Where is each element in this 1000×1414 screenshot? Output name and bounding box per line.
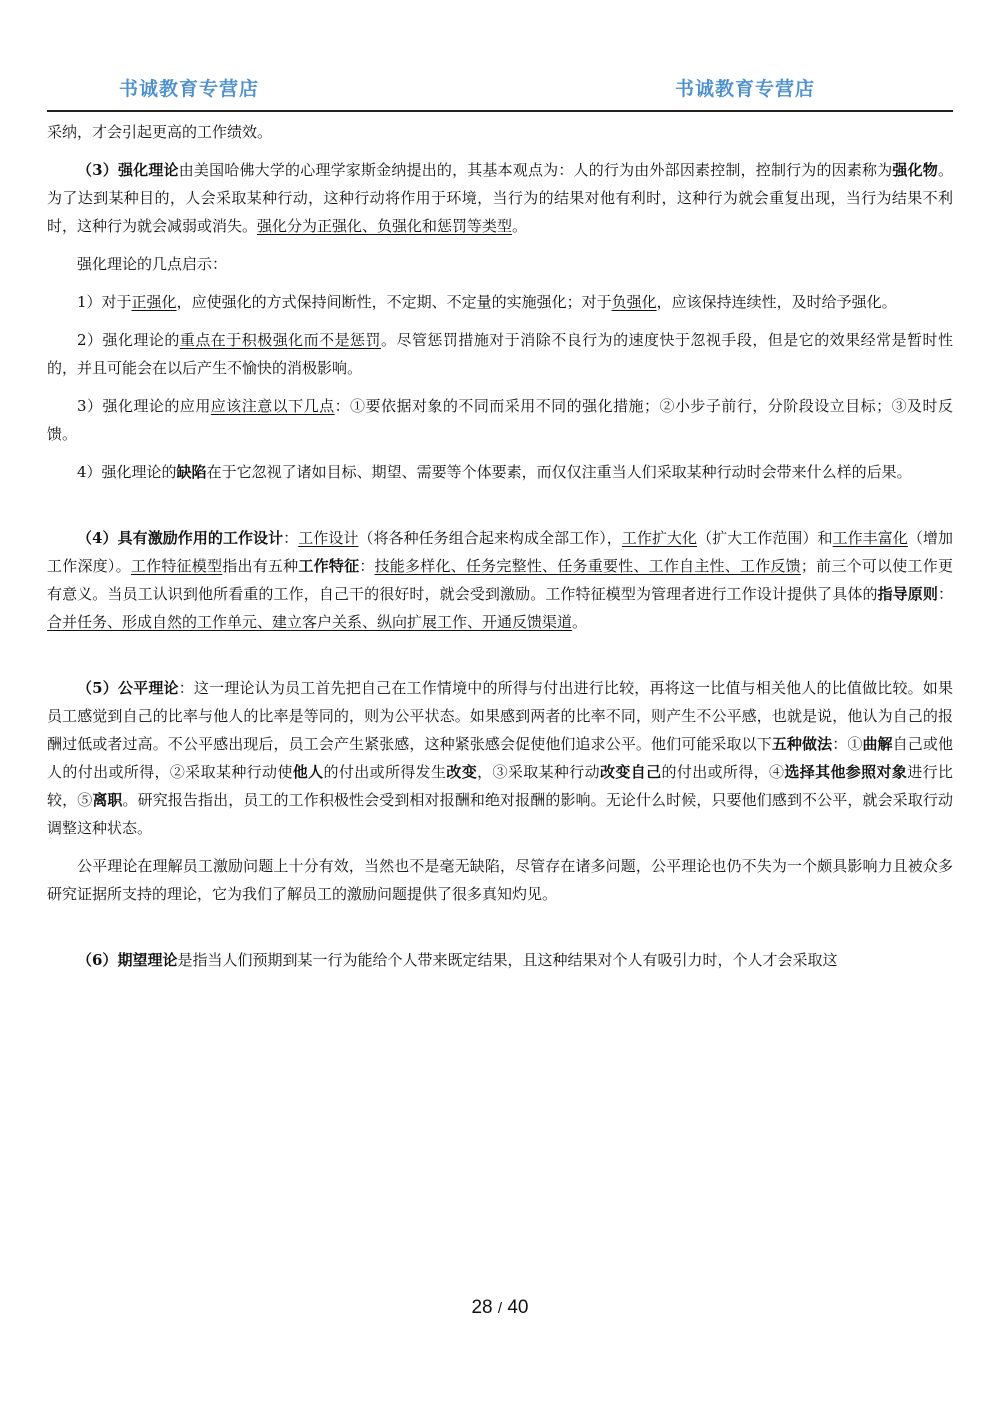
paragraph-implications-intro [47, 250, 953, 278]
text: （扩大工作范围）和 [697, 529, 833, 547]
current-page: 28 [471, 1297, 493, 1318]
page-separator: / [497, 1300, 503, 1317]
section-title: 公平理论 [118, 679, 179, 697]
bold-term: 五种做法 [771, 735, 833, 753]
page-header [47, 70, 953, 112]
bold-term: 他人 [292, 763, 324, 781]
text: 3）强化理论的应用 [77, 397, 211, 415]
paragraph-implication-4 [47, 458, 953, 486]
paragraph-implication-3 [47, 392, 953, 448]
underlined-text: 工作丰富化 [832, 529, 908, 547]
text: 的付出或所得发生 [323, 763, 447, 781]
underlined-text: 合并任务、形成自然的工作单元、建立客户关系、纵向扩展工作、开通反馈渠道 [47, 613, 573, 631]
section-title: 强化理论 [118, 161, 179, 179]
text: ：这一理论认为员工首先把自己在工作情境中的所得与付出进行比较，再将这一比值与相关他人的比值做比较。如果员工感觉到自己的比率与他人的比率是等同的，则为公平状态。如果感到两者的比率不同，则产生不公平感，也就是说，他认为自己的报酬过低或者过高。不公平感出现后，员工会产生紧张感，这种紧张感会促使他们追求公平。他们可能采取以下 [47, 679, 953, 753]
text: ：① [832, 735, 863, 753]
text: ，③采取某种行动 [477, 763, 601, 781]
text: 。为了达到某种目的，人会采取某种行动，这种行动将作用于环境，当行为的结果对他有利时，这种行为就会重复出现，当行为结果不利时，这种行为就会减弱或消失。 [47, 161, 953, 235]
bold-term: 强化物 [892, 161, 938, 179]
bold-term: 缺陷 [176, 463, 207, 481]
text: 。 [572, 613, 588, 631]
underlined-text: 正强化 [131, 293, 177, 311]
bold-term: 曲解 [862, 735, 893, 753]
text: 1）对于 [77, 293, 132, 311]
document-body [47, 118, 953, 984]
text: 在于它忽视了诸如目标、期望、需要等个体要素，而仅仅注重当人们采取某种行动时会带来什么样的后果。 [206, 463, 912, 481]
section-number: （3） [77, 161, 118, 179]
paragraph-implication-2 [47, 326, 953, 382]
bold-term: 离职 [92, 791, 123, 809]
underlined-text: 工作特征模型 [130, 557, 223, 575]
text: 。尽管惩罚措施对于消除不良行为的速度快于忽视手段，但是它的效果经常是暂时性的，并且可能会在以后产生不愉快的消极影响。 [47, 331, 953, 377]
text: 自己或他人的付出或所得，②采取某种行动使 [47, 735, 953, 781]
paragraph-job-design [47, 524, 953, 636]
underlined-text: 重点在于积极强化而不是惩罚 [179, 331, 381, 349]
section-number: （6） [77, 951, 118, 969]
underlined-text: 负强化 [611, 293, 657, 311]
text: ： [283, 529, 299, 547]
text: 。研究报告指出，员工的工作积极性会受到相对报酬和绝对报酬的影响。无论什么时候，只要他们感到不公平，就会采取行动调整这种状态。 [47, 791, 953, 837]
section-number: （5） [77, 679, 118, 697]
total-pages: 40 [507, 1297, 529, 1318]
underlined-text: 技能多样化、任务完整性、任务重要性、工作自主性、工作反馈 [374, 557, 801, 575]
bold-term: 改变 [446, 763, 478, 781]
paragraph-reinforcement-theory [47, 156, 953, 240]
header-brand-right: 书诚教育专营店 [675, 78, 816, 100]
paragraph-expectancy-theory [47, 946, 953, 974]
text: 采纳，才会引起更高的工作绩效。 [47, 123, 273, 141]
bold-term: 指导原则 [877, 585, 938, 603]
text: 的付出或所得，④ [661, 763, 785, 781]
text: 指出有五种 [222, 557, 299, 575]
text: 进行比较，⑤ [47, 763, 953, 809]
text: ： [937, 585, 953, 603]
text: 由美国哈佛大学的心理学家斯金纳提出的，其基本观点为：人的行为由外部因素控制，控制行为的因素称为 [178, 161, 893, 179]
text: 4）强化理论的 [77, 463, 177, 481]
bold-term: 改变自己 [600, 763, 662, 781]
underlined-text: 工作设计 [298, 529, 359, 547]
text: ： [359, 557, 375, 575]
text: 强化理论的几点启示： [77, 255, 228, 273]
underlined-text: 应该注意以下几点 [210, 397, 335, 415]
page-number [0, 1297, 1000, 1319]
underlined-text: 强化分为正强化、负强化和惩罚等类型 [257, 217, 513, 235]
bold-term: 选择其他参照对象 [784, 763, 908, 781]
header-brand-left: 书诚教育专营店 [119, 78, 260, 100]
text: ；前三个可以使工作更有意义。当员工认识到他所看重的工作，自己干的很好时，就会受到激励。工作特征模型为管理者进行工作设计提供了具体的 [47, 557, 953, 603]
text: 。 [512, 217, 528, 235]
text: （增加工作深度）。 [47, 529, 953, 575]
section-title: 期望理论 [117, 951, 178, 969]
underlined-text: 工作扩大化 [621, 529, 698, 547]
text: 2）强化理论的 [77, 331, 180, 349]
paragraph-implication-1 [47, 288, 953, 316]
paragraph-equity-theory [47, 674, 953, 842]
bold-term: 工作特征 [298, 557, 360, 575]
paragraph-equity-summary [47, 852, 953, 908]
section-number: （4） [77, 529, 118, 547]
text: 是指当人们预期到某一行为能给个人带来既定结果，且这种结果对个人有吸引力时，个人才会采取这 [177, 951, 838, 969]
text: （将各种任务组合起来构成全部工作）， [358, 529, 622, 547]
section-title: 具有激励作用的工作设计 [117, 529, 284, 547]
text: 公平理论在理解员工激励问题上十分有效，当然也不是毫无缺陷，尽管存在诸多问题，公平理论也仍不失为一个颇具影响力且被众多研究证据所支持的理论，它为我们了解员工的激励问题提供了很多真知灼见。 [47, 857, 953, 903]
paragraph-continuation [47, 118, 953, 146]
text: ，应使强化的方式保持间断性，不定期、不定量的实施强化；对于 [176, 293, 612, 311]
text: ，应该保持连续性，及时给予强化。 [656, 293, 897, 311]
text: ：①要依据对象的不同而采用不同的强化措施；②小步子前行，分阶段设立目标；③及时反馈。 [47, 397, 953, 443]
